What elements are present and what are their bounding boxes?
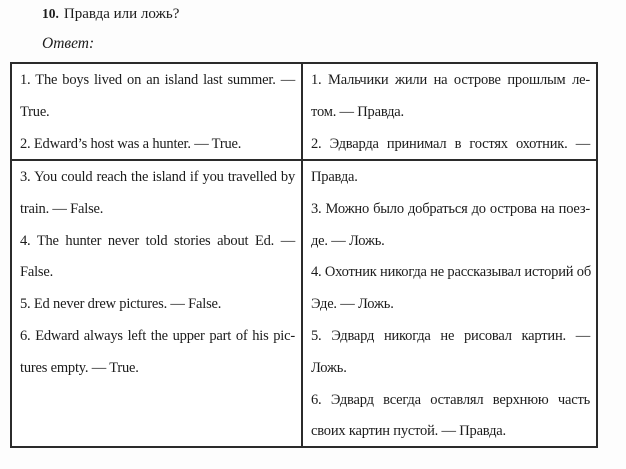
- table-cell-english-row2: [12, 161, 303, 446]
- text-line: Правда.: [311, 169, 358, 185]
- table-cell-english-row1: [12, 64, 303, 161]
- table-cell-russian-row1: [303, 64, 596, 161]
- answers-table: [10, 62, 598, 448]
- text-line: своих картин пустой. — Правда.: [311, 423, 506, 440]
- table-cell-russian-row2: [303, 161, 596, 446]
- text-line: 3. Можно было добраться до острова на поез-: [311, 200, 590, 217]
- text-line: Эде. — Ложь.: [311, 296, 394, 313]
- text-line: True.: [20, 103, 50, 120]
- text-line: 2. Edward’s host was a hunter. — True.: [20, 135, 242, 152]
- text-line: 6. Edward always left the upper part of his pic-: [20, 327, 295, 344]
- text-line: 1. The boys lived on an island last summer. —: [20, 72, 295, 88]
- text-line: 4. Охотник никогда не рассказывал историй об: [311, 264, 591, 281]
- question-text: Правда или ложь?: [63, 6, 180, 22]
- question-heading: [42, 6, 179, 23]
- text-line: train. — False.: [20, 200, 104, 217]
- text-line: tures empty. — True.: [20, 359, 139, 376]
- text-line: де. — Ложь.: [311, 232, 385, 249]
- text-line: False.: [20, 264, 54, 281]
- text-line: 2. Эдварда принимал в гостях охотник. —: [311, 135, 590, 152]
- text-line: 5. Ed never drew pictures. — False.: [20, 296, 222, 313]
- text-line: Ложь.: [311, 359, 347, 376]
- text-line: 5. Эдвард никогда не рисовал картин. —: [311, 327, 590, 344]
- question-number: 10.: [42, 6, 59, 21]
- text-line: 4. The hunter never told stories about Ed. —: [20, 232, 295, 249]
- text-line: 1. Мальчики жили на острове прошлым ле-: [311, 72, 590, 88]
- text-line: 6. Эдвард всегда оставлял верхнюю часть: [311, 391, 590, 408]
- text-line: 3. You could reach the island if you travelled by: [20, 169, 295, 185]
- text-line: том. — Правда.: [311, 103, 404, 120]
- answer-label: Ответ:: [42, 35, 95, 52]
